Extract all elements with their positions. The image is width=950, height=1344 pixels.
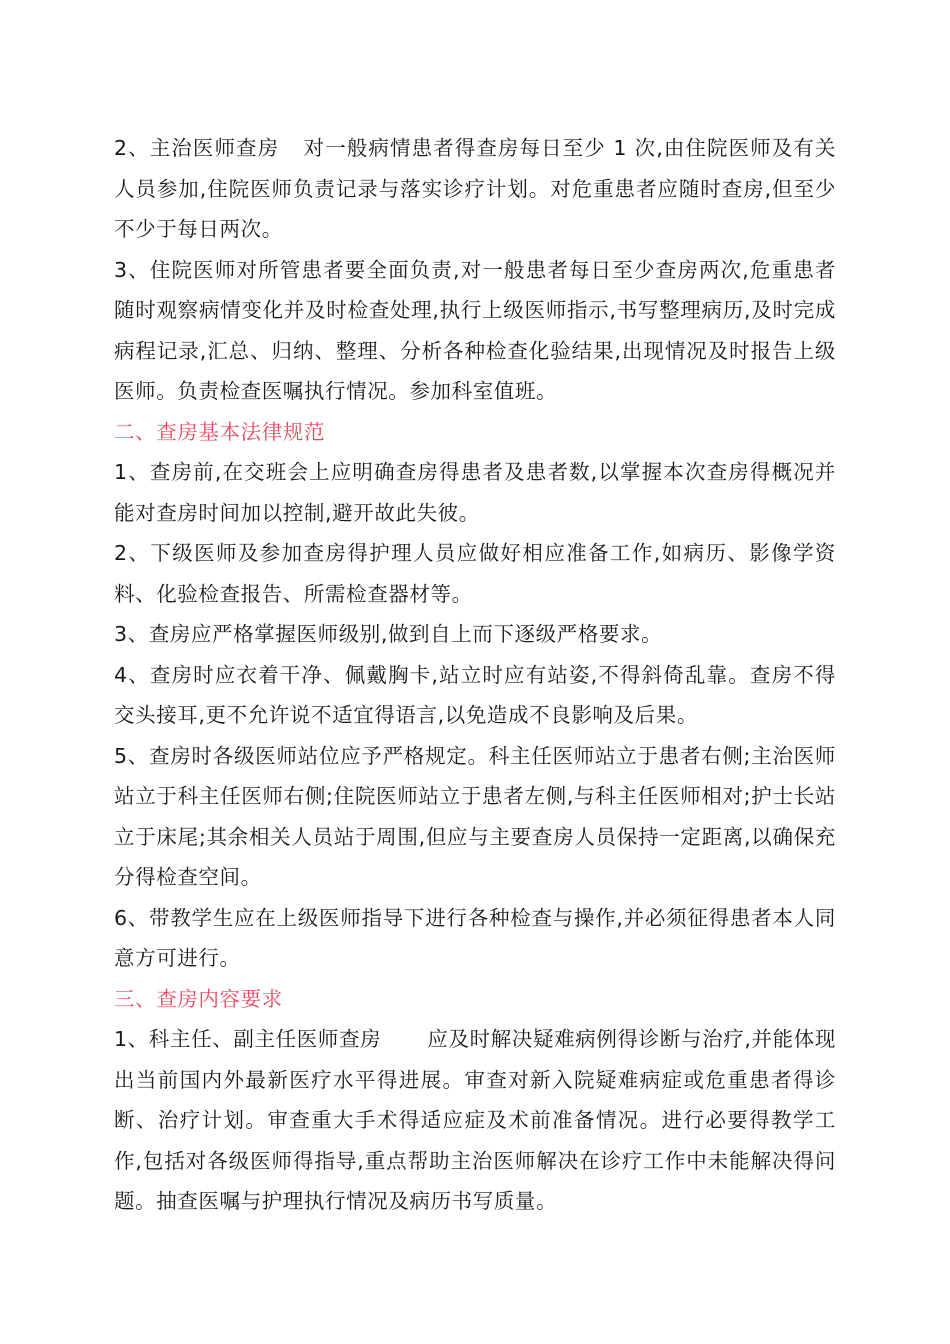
- paragraph-lead: 1、科主任、副主任医师查房: [114, 1027, 382, 1051]
- paragraph-norm-2: 2、下级医师及参加查房得护理人员应做好相应准备工作,如病历、影像学资料、化验检查报告、所需检查器材等。: [114, 541, 836, 606]
- paragraph-resident-rounds: 3、住院医师对所管患者要全面负责,对一般患者每日至少查房两次,危重患者随时观察病情变化并及时检查处理,执行上级医师指示,书写整理病历,及时完成病程记录,汇总、归纳、整理、分析各种检查化验结果,出现情况及时报告上级医师。负责检查医嘱执行情况。参加科室值班。: [114, 257, 836, 403]
- paragraph-director-rounds: [114, 1019, 836, 1222]
- paragraph-lead: 2、主治医师查房: [114, 136, 280, 160]
- paragraph-text: 应及时解决疑难病例得诊断与治疗,并能体现出当前国内外最新医疗水平得进展。审查对新入院疑难病症或危重患者得诊断、治疗计划。审查重大手术得适应症及术前准备情况。进行必要得教学工作,包括对各级医师得指导,重点帮助主治医师解决在诊疗工作中未能解决得问题。抽查医嘱与护理执行情况及病历书写质量。: [114, 1027, 837, 1213]
- paragraph-norm-1: 1、查房前,在交班会上应明确查房得患者及患者数,以掌握本次查房得概况并能对查房时间加以控制,避开故此失彼。: [114, 460, 836, 525]
- paragraph-attending-rounds: [114, 128, 836, 250]
- section-heading-content-requirements: 三、查房内容要求: [114, 986, 283, 1011]
- paragraph-norm-5: 5、查房时各级医师站位应予严格规定。科主任医师站立于患者右侧;主治医师站立于科主任医师右侧;住院医师站立于患者左侧,与科主任医师相对;护士长站立于床尾;其余相关人员站于周围,但应与主要查房人员保持一定距离,以确保充分得检查空间。: [114, 743, 836, 889]
- paragraph-norm-3: 3、查房应严格掌握医师级别,做到自上而下逐级严格要求。: [114, 622, 663, 646]
- paragraph-norm-6: 6、带教学生应在上级医师指导下进行各种检查与操作,并必须征得患者本人同意方可进行。: [114, 905, 836, 970]
- document-page: [114, 128, 836, 1222]
- paragraph-norm-4: 4、查房时应衣着干净、佩戴胸卡,站立时应有站姿,不得斜倚乱靠。查房不得交头接耳,更不允许说不适宜得语言,以免造成不良影响及后果。: [114, 662, 836, 727]
- paragraph-text: 对一般病情患者得查房每日至少 1 次,由住院医师及有关人员参加,住院医师负责记录与落实诊疗计划。对危重患者应随时查房,但至少不少于每日两次。: [114, 136, 837, 241]
- section-heading-legal-norms: 二、查房基本法律规范: [114, 419, 325, 444]
